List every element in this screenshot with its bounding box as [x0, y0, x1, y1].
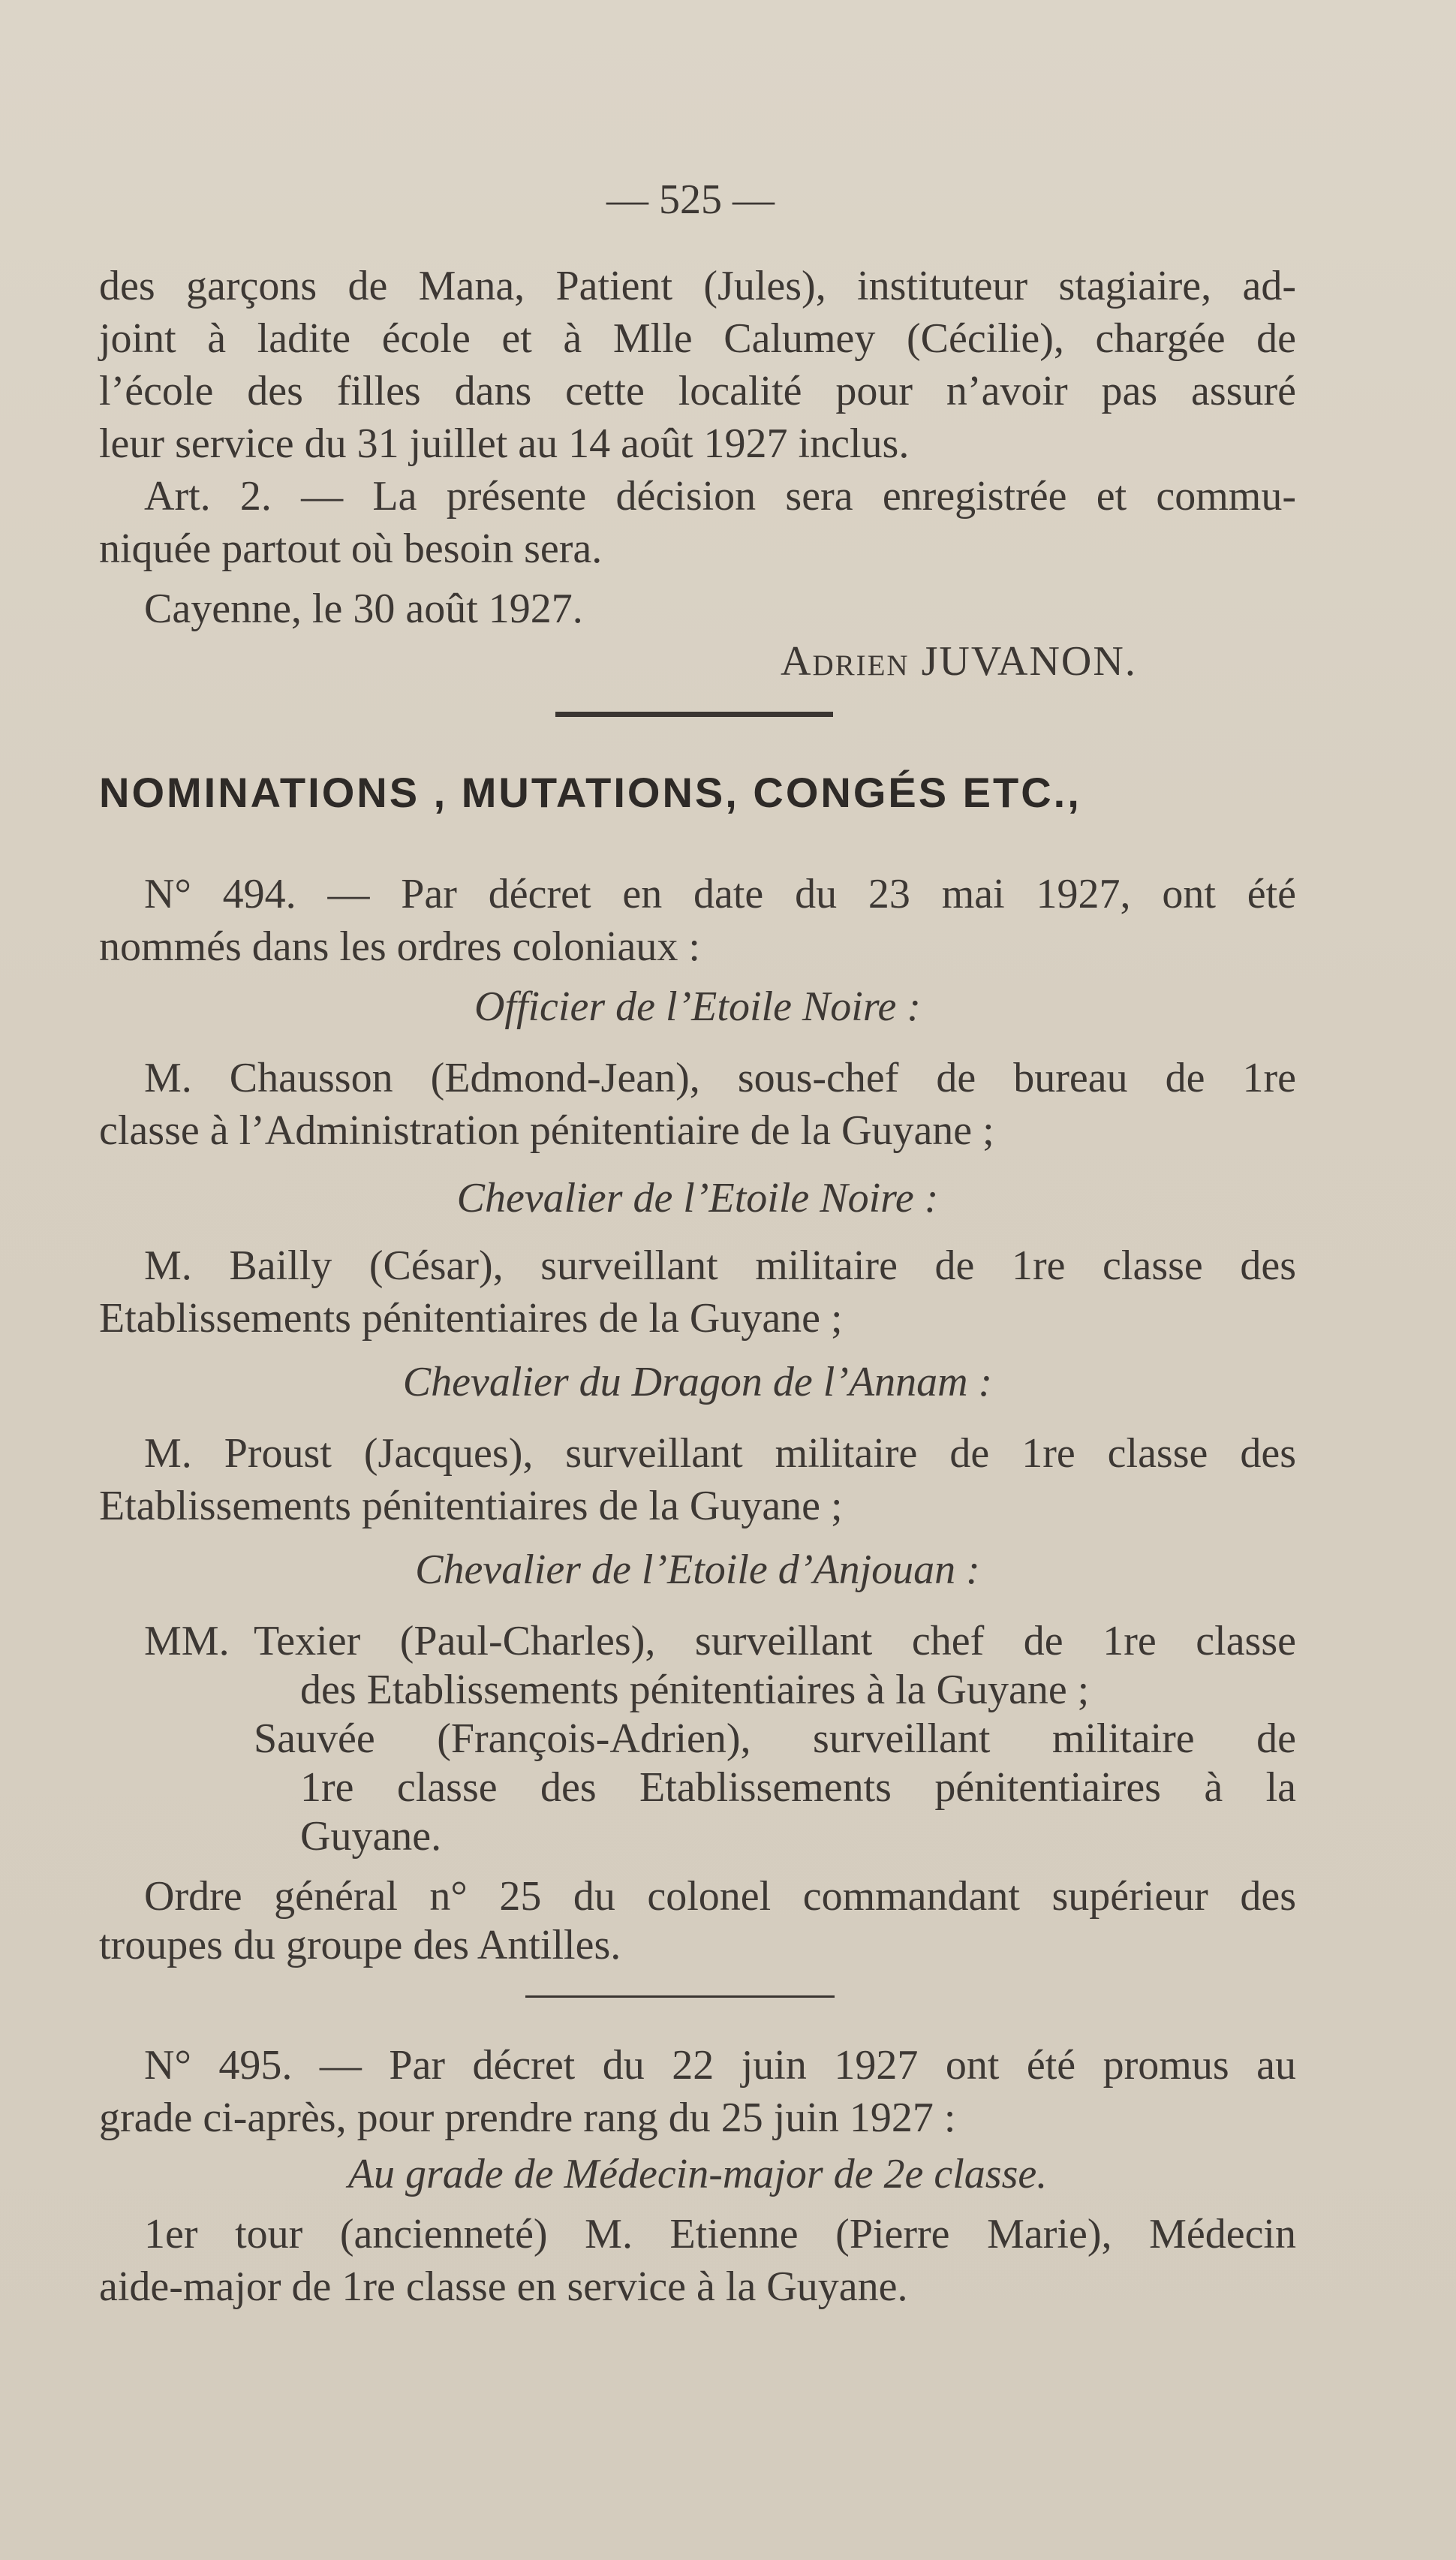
nomination-entry: classe à l’Administration pénitentiaire de la Guyane ;: [99, 1107, 994, 1154]
promotion-entry: aide-major de 1re classe en service à la Guyane.: [99, 2263, 908, 2310]
decree-494-line: nommés dans les ordres coloniaux :: [99, 923, 700, 970]
grade-heading: Officier de l’Etoile Noire :: [474, 983, 922, 1030]
nomination-entry: Guyane.: [300, 1813, 442, 1860]
signature: Adrien JUVANON.: [781, 638, 1137, 685]
decree-495-line: N° 495. — Par décret du 22 juin 1927 ont été promus au: [144, 2042, 1296, 2089]
nomination-entry: des Etablissements pénitentiaires à la Guyane ;: [300, 1667, 1090, 1713]
nomination-entry: Texier (Paul-Charles), surveillant chef de 1re classe: [254, 1618, 1296, 1664]
intro-line: joint à ladite école et à Mlle Calumey (Cécilie), chargée de: [99, 315, 1296, 362]
order-line: troupes du groupe des Antilles.: [99, 1922, 621, 1968]
decree-494-line: N° 494. — Par décret en date du 23 mai 1927, ont été: [144, 871, 1296, 917]
entry-prefix: MM.: [144, 1618, 230, 1664]
nomination-entry: Etablissements pénitentiaires de la Guyane ;: [99, 1483, 843, 1529]
nomination-entry: M. Bailly (César), surveillant militaire de 1re classe des: [144, 1242, 1296, 1289]
nomination-entry: Etablissements pénitentiaires de la Guyane ;: [99, 1295, 843, 1342]
promotion-entry: 1er tour (ancienneté) M. Etienne (Pierre Marie), Médecin: [144, 2211, 1296, 2257]
order-line: Ordre général n° 25 du colonel commandant supérieur des: [144, 1873, 1296, 1920]
decree-495-line: grade ci-après, pour prendre rang du 25 juin 1927 :: [99, 2095, 956, 2141]
section-divider: [555, 712, 833, 717]
page-number: — 525 —: [606, 176, 775, 223]
intro-line: l’école des filles dans cette localité pour n’avoir pas assuré: [99, 368, 1296, 414]
grade-heading: Chevalier de l’Etoile d’Anjouan :: [415, 1547, 980, 1593]
grade-heading: Au grade de Médecin-major de 2e classe.: [347, 2151, 1048, 2197]
grade-heading: Chevalier de l’Etoile Noire :: [456, 1175, 939, 1221]
nomination-entry: M. Proust (Jacques), surveillant militaire de 1re classe des: [144, 1430, 1296, 1477]
nomination-entry: M. Chausson (Edmond-Jean), sous-chef de bureau de 1re: [144, 1055, 1296, 1101]
intro-line: des garçons de Mana, Patient (Jules), instituteur stagiaire, ad-: [99, 263, 1296, 309]
article-line: niquée partout où besoin sera.: [99, 526, 603, 572]
section-divider: [525, 1995, 835, 1998]
nomination-entry: 1re classe des Etablissements pénitentiaires à la: [300, 1764, 1296, 1811]
article-line: Art. 2. — La présente décision sera enregistrée et commu-: [144, 473, 1296, 520]
section-heading: NOMINATIONS , MUTATIONS, CONGÉS ETC.,: [99, 769, 1081, 816]
intro-line: leur service du 31 juillet au 14 août 1927 inclus.: [99, 420, 910, 467]
nomination-entry: Sauvée (François-Adrien), surveillant militaire de: [254, 1715, 1296, 1762]
place-date: Cayenne, le 30 août 1927.: [144, 586, 583, 632]
grade-heading: Chevalier du Dragon de l’Annam :: [402, 1359, 993, 1405]
